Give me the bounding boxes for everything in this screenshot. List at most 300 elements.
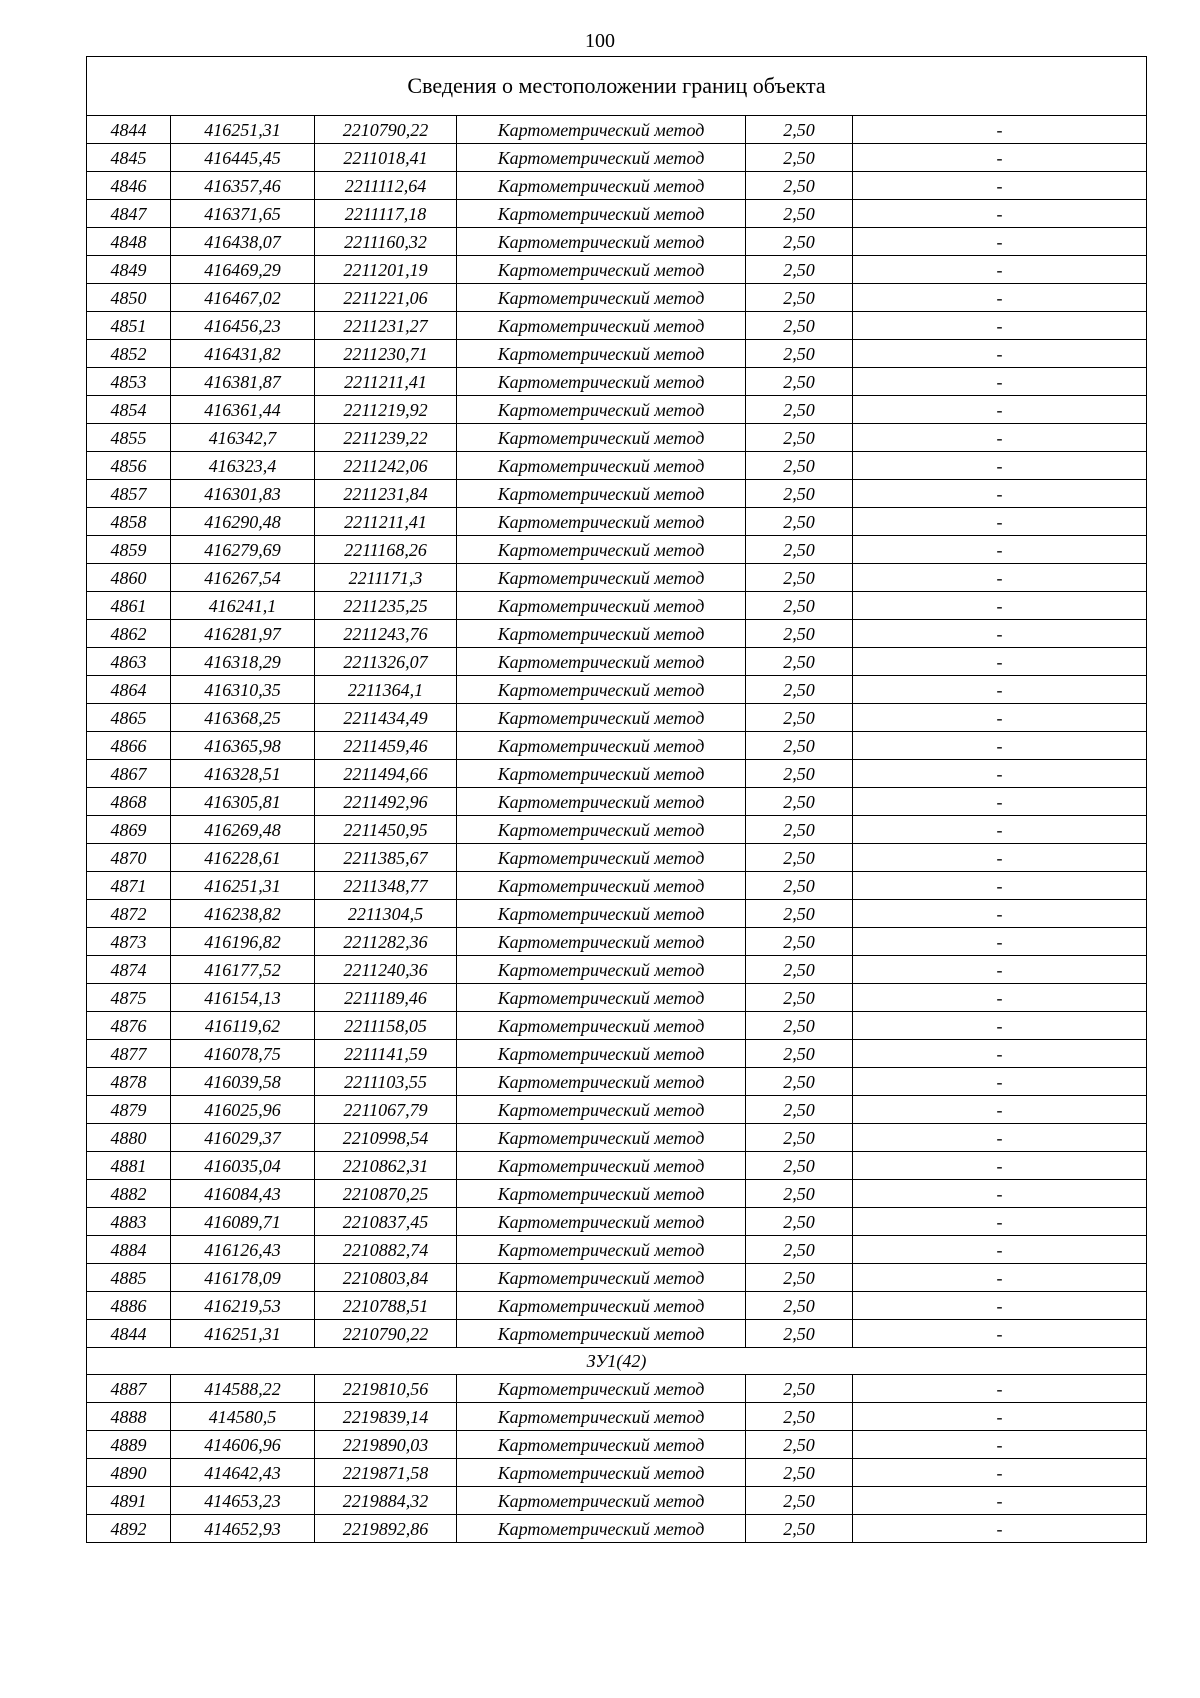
method-cell: Картометрический метод [457, 956, 746, 984]
description-cell: - [853, 396, 1147, 424]
method-cell: Картометрический метод [457, 424, 746, 452]
description-cell: - [853, 676, 1147, 704]
y-coordinate-cell: 2211189,46 [315, 984, 457, 1012]
method-cell: Картометрический метод [457, 256, 746, 284]
point-number-cell: 4852 [87, 340, 171, 368]
description-cell: - [853, 816, 1147, 844]
accuracy-cell: 2,50 [746, 1375, 853, 1403]
accuracy-cell: 2,50 [746, 284, 853, 312]
method-cell: Картометрический метод [457, 872, 746, 900]
method-cell: Картометрический метод [457, 1040, 746, 1068]
point-number-cell: 4846 [87, 172, 171, 200]
point-number-cell: 4864 [87, 676, 171, 704]
point-number-cell: 4879 [87, 1096, 171, 1124]
table-title: Сведения о местоположении границ объекта [87, 57, 1147, 116]
accuracy-cell: 2,50 [746, 1431, 853, 1459]
table-row [87, 1431, 1147, 1459]
method-cell: Картометрический метод [457, 312, 746, 340]
y-coordinate-cell: 2211112,64 [315, 172, 457, 200]
accuracy-cell: 2,50 [746, 788, 853, 816]
accuracy-cell: 2,50 [746, 564, 853, 592]
y-coordinate-cell: 2211219,92 [315, 396, 457, 424]
point-number-cell: 4884 [87, 1236, 171, 1264]
y-coordinate-cell: 2211211,41 [315, 508, 457, 536]
y-coordinate-cell: 2210790,22 [315, 116, 457, 144]
accuracy-cell: 2,50 [746, 816, 853, 844]
x-coordinate-cell: 416126,43 [171, 1236, 315, 1264]
y-coordinate-cell: 2211201,19 [315, 256, 457, 284]
accuracy-cell: 2,50 [746, 116, 853, 144]
table-title-row [87, 57, 1147, 116]
table-row [87, 1459, 1147, 1487]
description-cell: - [853, 592, 1147, 620]
description-cell: - [853, 284, 1147, 312]
table-row [87, 676, 1147, 704]
description-cell: - [853, 844, 1147, 872]
method-cell: Картометрический метод [457, 984, 746, 1012]
method-cell: Картометрический метод [457, 144, 746, 172]
x-coordinate-cell: 416178,09 [171, 1264, 315, 1292]
table-row [87, 984, 1147, 1012]
point-number-cell: 4886 [87, 1292, 171, 1320]
accuracy-cell: 2,50 [746, 1264, 853, 1292]
point-number-cell: 4850 [87, 284, 171, 312]
y-coordinate-cell: 2211067,79 [315, 1096, 457, 1124]
y-coordinate-cell: 2211235,25 [315, 592, 457, 620]
table-row [87, 816, 1147, 844]
x-coordinate-cell: 416371,65 [171, 200, 315, 228]
accuracy-cell: 2,50 [746, 956, 853, 984]
description-cell: - [853, 1040, 1147, 1068]
point-number-cell: 4861 [87, 592, 171, 620]
description-cell: - [853, 1208, 1147, 1236]
point-number-cell: 4857 [87, 480, 171, 508]
accuracy-cell: 2,50 [746, 508, 853, 536]
y-coordinate-cell: 2211242,06 [315, 452, 457, 480]
x-coordinate-cell: 416154,13 [171, 984, 315, 1012]
accuracy-cell: 2,50 [746, 760, 853, 788]
description-cell: - [853, 872, 1147, 900]
x-coordinate-cell: 416342,7 [171, 424, 315, 452]
accuracy-cell: 2,50 [746, 676, 853, 704]
x-coordinate-cell: 416361,44 [171, 396, 315, 424]
table-row [87, 1236, 1147, 1264]
method-cell: Картометрический метод [457, 508, 746, 536]
table-row [87, 340, 1147, 368]
description-cell: - [853, 1459, 1147, 1487]
description-cell: - [853, 536, 1147, 564]
method-cell: Картометрический метод [457, 788, 746, 816]
x-coordinate-cell: 416279,69 [171, 536, 315, 564]
description-cell: - [853, 1096, 1147, 1124]
description-cell: - [853, 1264, 1147, 1292]
y-coordinate-cell: 2211103,55 [315, 1068, 457, 1096]
point-number-cell: 4849 [87, 256, 171, 284]
y-coordinate-cell: 2211326,07 [315, 648, 457, 676]
x-coordinate-cell: 416469,29 [171, 256, 315, 284]
table-row [87, 1375, 1147, 1403]
y-coordinate-cell: 2211450,95 [315, 816, 457, 844]
y-coordinate-cell: 2211211,41 [315, 368, 457, 396]
method-cell: Картометрический метод [457, 564, 746, 592]
table-row [87, 424, 1147, 452]
accuracy-cell: 2,50 [746, 452, 853, 480]
description-cell: - [853, 1068, 1147, 1096]
x-coordinate-cell: 416251,31 [171, 872, 315, 900]
y-coordinate-cell: 2210837,45 [315, 1208, 457, 1236]
accuracy-cell: 2,50 [746, 1487, 853, 1515]
point-number-cell: 4874 [87, 956, 171, 984]
table-row [87, 480, 1147, 508]
table-row [87, 1068, 1147, 1096]
x-coordinate-cell: 414588,22 [171, 1375, 315, 1403]
table-row [87, 648, 1147, 676]
y-coordinate-cell: 2219884,32 [315, 1487, 457, 1515]
point-number-cell: 4892 [87, 1515, 171, 1543]
point-number-cell: 4860 [87, 564, 171, 592]
x-coordinate-cell: 416251,31 [171, 1320, 315, 1348]
y-coordinate-cell: 2211348,77 [315, 872, 457, 900]
description-cell: - [853, 1180, 1147, 1208]
point-number-cell: 4869 [87, 816, 171, 844]
point-number-cell: 4875 [87, 984, 171, 1012]
x-coordinate-cell: 414653,23 [171, 1487, 315, 1515]
y-coordinate-cell: 2211160,32 [315, 228, 457, 256]
y-coordinate-cell: 2211171,3 [315, 564, 457, 592]
description-cell: - [853, 564, 1147, 592]
method-cell: Картометрический метод [457, 1292, 746, 1320]
accuracy-cell: 2,50 [746, 1459, 853, 1487]
x-coordinate-cell: 416357,46 [171, 172, 315, 200]
accuracy-cell: 2,50 [746, 144, 853, 172]
table-row [87, 536, 1147, 564]
accuracy-cell: 2,50 [746, 424, 853, 452]
x-coordinate-cell: 416328,51 [171, 760, 315, 788]
description-cell: - [853, 1403, 1147, 1431]
method-cell: Картометрический метод [457, 592, 746, 620]
point-number-cell: 4858 [87, 508, 171, 536]
y-coordinate-cell: 2211221,06 [315, 284, 457, 312]
method-cell: Картометрический метод [457, 704, 746, 732]
method-cell: Картометрический метод [457, 536, 746, 564]
x-coordinate-cell: 416323,4 [171, 452, 315, 480]
method-cell: Картометрический метод [457, 1431, 746, 1459]
description-cell: - [853, 1152, 1147, 1180]
y-coordinate-cell: 2219890,03 [315, 1431, 457, 1459]
point-number-cell: 4870 [87, 844, 171, 872]
method-cell: Картометрический метод [457, 368, 746, 396]
y-coordinate-cell: 2210788,51 [315, 1292, 457, 1320]
y-coordinate-cell: 2211168,26 [315, 536, 457, 564]
x-coordinate-cell: 416196,82 [171, 928, 315, 956]
method-cell: Картометрический метод [457, 844, 746, 872]
method-cell: Картометрический метод [457, 1208, 746, 1236]
method-cell: Картометрический метод [457, 1487, 746, 1515]
method-cell: Картометрический метод [457, 1320, 746, 1348]
accuracy-cell: 2,50 [746, 872, 853, 900]
method-cell: Картометрический метод [457, 396, 746, 424]
method-cell: Картометрический метод [457, 1459, 746, 1487]
accuracy-cell: 2,50 [746, 368, 853, 396]
description-cell: - [853, 1124, 1147, 1152]
table-row [87, 1403, 1147, 1431]
accuracy-cell: 2,50 [746, 1292, 853, 1320]
table-row [87, 788, 1147, 816]
description-cell: - [853, 1292, 1147, 1320]
x-coordinate-cell: 416084,43 [171, 1180, 315, 1208]
y-coordinate-cell: 2211385,67 [315, 844, 457, 872]
x-coordinate-cell: 416035,04 [171, 1152, 315, 1180]
table-row [87, 704, 1147, 732]
method-cell: Картометрический метод [457, 1264, 746, 1292]
point-number-cell: 4876 [87, 1012, 171, 1040]
point-number-cell: 4862 [87, 620, 171, 648]
point-number-cell: 4889 [87, 1431, 171, 1459]
point-number-cell: 4854 [87, 396, 171, 424]
x-coordinate-cell: 416281,97 [171, 620, 315, 648]
accuracy-cell: 2,50 [746, 396, 853, 424]
x-coordinate-cell: 416238,82 [171, 900, 315, 928]
point-number-cell: 4890 [87, 1459, 171, 1487]
description-cell: - [853, 116, 1147, 144]
method-cell: Картометрический метод [457, 284, 746, 312]
accuracy-cell: 2,50 [746, 1068, 853, 1096]
table-row [87, 1124, 1147, 1152]
y-coordinate-cell: 2211434,49 [315, 704, 457, 732]
x-coordinate-cell: 416381,87 [171, 368, 315, 396]
table-row [87, 732, 1147, 760]
x-coordinate-cell: 416228,61 [171, 844, 315, 872]
page-number: 100 [585, 30, 615, 52]
accuracy-cell: 2,50 [746, 1180, 853, 1208]
accuracy-cell: 2,50 [746, 732, 853, 760]
y-coordinate-cell: 2211364,1 [315, 676, 457, 704]
table-row [87, 592, 1147, 620]
accuracy-cell: 2,50 [746, 1124, 853, 1152]
accuracy-cell: 2,50 [746, 844, 853, 872]
point-number-cell: 4868 [87, 788, 171, 816]
accuracy-cell: 2,50 [746, 1096, 853, 1124]
table-row [87, 508, 1147, 536]
table-row [87, 928, 1147, 956]
method-cell: Картометрический метод [457, 620, 746, 648]
method-cell: Картометрический метод [457, 1180, 746, 1208]
point-number-cell: 4871 [87, 872, 171, 900]
point-number-cell: 4859 [87, 536, 171, 564]
point-number-cell: 4877 [87, 1040, 171, 1068]
method-cell: Картометрический метод [457, 760, 746, 788]
accuracy-cell: 2,50 [746, 1515, 853, 1543]
y-coordinate-cell: 2211282,36 [315, 928, 457, 956]
point-number-cell: 4845 [87, 144, 171, 172]
description-cell: - [853, 228, 1147, 256]
method-cell: Картометрический метод [457, 116, 746, 144]
point-number-cell: 4848 [87, 228, 171, 256]
table-row [87, 228, 1147, 256]
x-coordinate-cell: 414606,96 [171, 1431, 315, 1459]
table-row [87, 1012, 1147, 1040]
y-coordinate-cell: 2211231,84 [315, 480, 457, 508]
x-coordinate-cell: 416078,75 [171, 1040, 315, 1068]
table-row [87, 368, 1147, 396]
y-coordinate-cell: 2210998,54 [315, 1124, 457, 1152]
description-cell: - [853, 1487, 1147, 1515]
y-coordinate-cell: 2211230,71 [315, 340, 457, 368]
accuracy-cell: 2,50 [746, 1403, 853, 1431]
table-row [87, 116, 1147, 144]
table-row [87, 396, 1147, 424]
x-coordinate-cell: 416039,58 [171, 1068, 315, 1096]
table-row [87, 1096, 1147, 1124]
accuracy-cell: 2,50 [746, 984, 853, 1012]
x-coordinate-cell: 416467,02 [171, 284, 315, 312]
accuracy-cell: 2,50 [746, 340, 853, 368]
method-cell: Картометрический метод [457, 1236, 746, 1264]
description-cell: - [853, 340, 1147, 368]
method-cell: Картометрический метод [457, 1403, 746, 1431]
description-cell: - [853, 760, 1147, 788]
description-cell: - [853, 704, 1147, 732]
table-row [87, 452, 1147, 480]
y-coordinate-cell: 2211243,76 [315, 620, 457, 648]
accuracy-cell: 2,50 [746, 256, 853, 284]
description-cell: - [853, 256, 1147, 284]
description-cell: - [853, 1012, 1147, 1040]
table-row [87, 564, 1147, 592]
y-coordinate-cell: 2219871,58 [315, 1459, 457, 1487]
method-cell: Картометрический метод [457, 648, 746, 676]
method-cell: Картометрический метод [457, 1152, 746, 1180]
method-cell: Картометрический метод [457, 1124, 746, 1152]
table-row [87, 760, 1147, 788]
y-coordinate-cell: 2211494,66 [315, 760, 457, 788]
point-number-cell: 4847 [87, 200, 171, 228]
y-coordinate-cell: 2211459,46 [315, 732, 457, 760]
table-row [87, 172, 1147, 200]
y-coordinate-cell: 2219892,86 [315, 1515, 457, 1543]
description-cell: - [853, 312, 1147, 340]
x-coordinate-cell: 416267,54 [171, 564, 315, 592]
method-cell: Картометрический метод [457, 480, 746, 508]
x-coordinate-cell: 416177,52 [171, 956, 315, 984]
accuracy-cell: 2,50 [746, 592, 853, 620]
point-number-cell: 4881 [87, 1152, 171, 1180]
point-number-cell: 4844 [87, 1320, 171, 1348]
accuracy-cell: 2,50 [746, 620, 853, 648]
description-cell: - [853, 1320, 1147, 1348]
description-cell: - [853, 172, 1147, 200]
point-number-cell: 4855 [87, 424, 171, 452]
method-cell: Картометрический метод [457, 1515, 746, 1543]
x-coordinate-cell: 416305,81 [171, 788, 315, 816]
x-coordinate-cell: 416318,29 [171, 648, 315, 676]
table-row [87, 1152, 1147, 1180]
table-row [87, 1292, 1147, 1320]
point-number-cell: 4851 [87, 312, 171, 340]
description-cell: - [853, 732, 1147, 760]
method-cell: Картометрический метод [457, 1068, 746, 1096]
method-cell: Картометрический метод [457, 172, 746, 200]
point-number-cell: 4872 [87, 900, 171, 928]
x-coordinate-cell: 416025,96 [171, 1096, 315, 1124]
y-coordinate-cell: 2211141,59 [315, 1040, 457, 1068]
y-coordinate-cell: 2210882,74 [315, 1236, 457, 1264]
point-number-cell: 4853 [87, 368, 171, 396]
y-coordinate-cell: 2219810,56 [315, 1375, 457, 1403]
x-coordinate-cell: 416438,07 [171, 228, 315, 256]
table-row [87, 844, 1147, 872]
point-number-cell: 4844 [87, 116, 171, 144]
x-coordinate-cell: 416219,53 [171, 1292, 315, 1320]
accuracy-cell: 2,50 [746, 480, 853, 508]
table-row [87, 312, 1147, 340]
accuracy-cell: 2,50 [746, 312, 853, 340]
description-cell: - [853, 984, 1147, 1012]
accuracy-cell: 2,50 [746, 200, 853, 228]
accuracy-cell: 2,50 [746, 536, 853, 564]
description-cell: - [853, 928, 1147, 956]
x-coordinate-cell: 416251,31 [171, 116, 315, 144]
method-cell: Картометрический метод [457, 900, 746, 928]
x-coordinate-cell: 416241,1 [171, 592, 315, 620]
point-number-cell: 4878 [87, 1068, 171, 1096]
x-coordinate-cell: 416119,62 [171, 1012, 315, 1040]
point-number-cell: 4887 [87, 1375, 171, 1403]
description-cell: - [853, 480, 1147, 508]
method-cell: Картометрический метод [457, 732, 746, 760]
point-number-cell: 4867 [87, 760, 171, 788]
method-cell: Картометрический метод [457, 816, 746, 844]
x-coordinate-cell: 414580,5 [171, 1403, 315, 1431]
description-cell: - [853, 1515, 1147, 1543]
accuracy-cell: 2,50 [746, 228, 853, 256]
y-coordinate-cell: 2211018,41 [315, 144, 457, 172]
table-row [87, 284, 1147, 312]
x-coordinate-cell: 416445,45 [171, 144, 315, 172]
point-number-cell: 4882 [87, 1180, 171, 1208]
table-row [87, 1487, 1147, 1515]
group-label: ЗУ1(42) [87, 1348, 1147, 1375]
x-coordinate-cell: 416029,37 [171, 1124, 315, 1152]
accuracy-cell: 2,50 [746, 648, 853, 676]
y-coordinate-cell: 2211231,27 [315, 312, 457, 340]
method-cell: Картометрический метод [457, 340, 746, 368]
description-cell: - [853, 424, 1147, 452]
description-cell: - [853, 368, 1147, 396]
accuracy-cell: 2,50 [746, 900, 853, 928]
table-row [87, 1180, 1147, 1208]
table-row [87, 144, 1147, 172]
method-cell: Картометрический метод [457, 1096, 746, 1124]
x-coordinate-cell: 414642,43 [171, 1459, 315, 1487]
description-cell: - [853, 1431, 1147, 1459]
x-coordinate-cell: 416431,82 [171, 340, 315, 368]
accuracy-cell: 2,50 [746, 928, 853, 956]
y-coordinate-cell: 2210870,25 [315, 1180, 457, 1208]
table-row [87, 1320, 1147, 1348]
accuracy-cell: 2,50 [746, 704, 853, 732]
y-coordinate-cell: 2211492,96 [315, 788, 457, 816]
accuracy-cell: 2,50 [746, 172, 853, 200]
method-cell: Картометрический метод [457, 1012, 746, 1040]
x-coordinate-cell: 416301,83 [171, 480, 315, 508]
point-number-cell: 4883 [87, 1208, 171, 1236]
x-coordinate-cell: 416269,48 [171, 816, 315, 844]
table-row [87, 620, 1147, 648]
method-cell: Картометрический метод [457, 928, 746, 956]
table-row [87, 1208, 1147, 1236]
accuracy-cell: 2,50 [746, 1320, 853, 1348]
